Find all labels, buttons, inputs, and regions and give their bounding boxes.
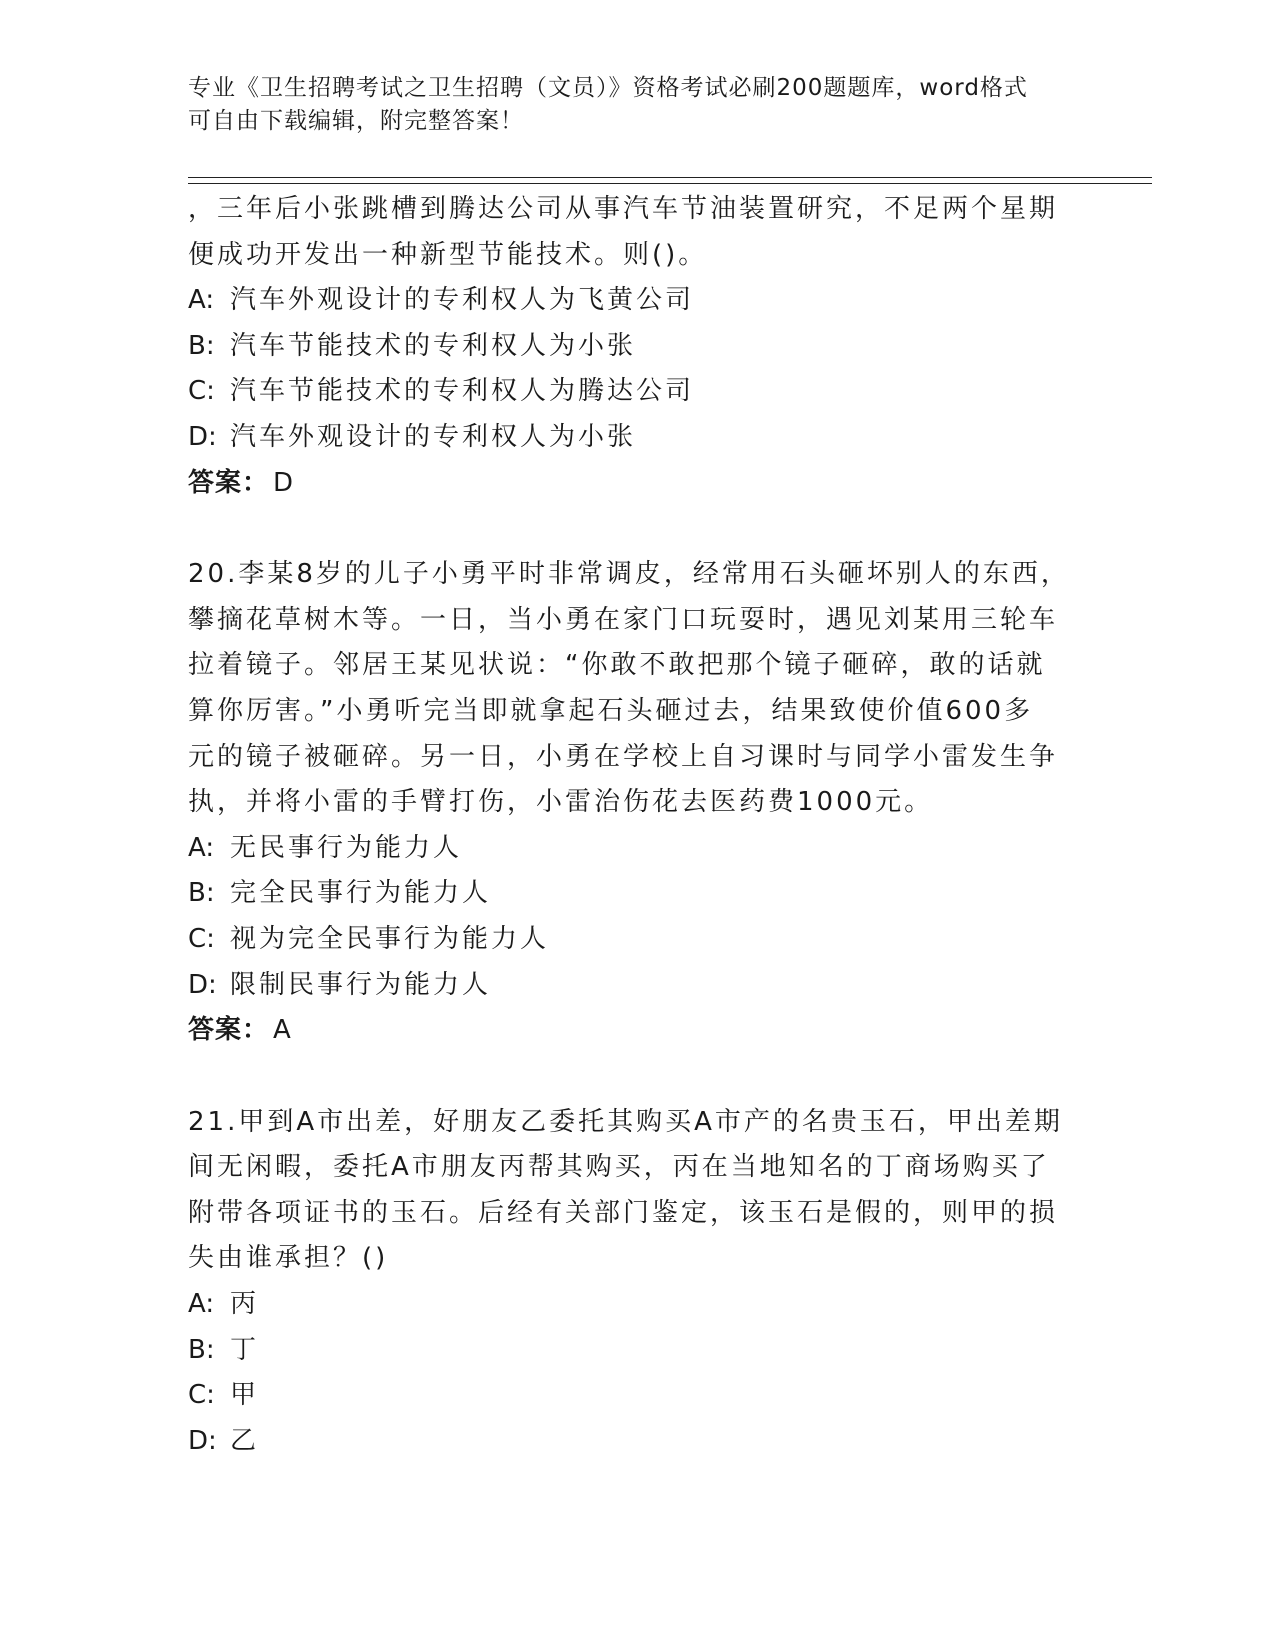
option-a <box>188 1282 1088 1328</box>
option-d <box>188 1419 1088 1465</box>
option-letter: C: <box>188 1380 215 1411</box>
option-letter: A: <box>188 832 215 863</box>
header-line-2: 可自由下载编辑，附完整答案！ <box>188 108 524 134</box>
answer-label: 答案： <box>188 467 270 498</box>
option-text: 完全民事行为能力人 <box>230 878 492 909</box>
option-letter: C: <box>188 923 215 954</box>
question-text-line: 算你厉害。”小勇听完当即就拿起石头砸过去，结果致使价值600多 <box>188 695 1034 726</box>
answer-value: D <box>273 467 295 498</box>
option-b <box>188 871 1088 917</box>
option-text: 无民事行为能力人 <box>230 832 463 863</box>
question-text-line: 间无闲暇，委托A市朋友丙帮其购买，丙在当地知名的丁商场购买了 <box>188 1152 1050 1183</box>
option-text: 汽车节能技术的专利权人为腾达公司 <box>230 376 695 407</box>
header-line-1: 专业《卫生招聘考试之卫生招聘（文员）》资格考试必刷200题题库，word格式 <box>188 75 1028 101</box>
question-text-line: 失由谁承担？() <box>188 1243 389 1274</box>
question-block-21 <box>188 1100 1088 1465</box>
answer-label: 答案： <box>188 1015 270 1046</box>
option-text: 汽车节能技术的专利权人为小张 <box>230 330 637 361</box>
option-letter: D: <box>188 969 217 1000</box>
option-c <box>188 917 1088 963</box>
page-header <box>188 72 1068 138</box>
option-text: 甲 <box>230 1380 260 1411</box>
header-rule-top <box>188 177 1152 178</box>
question-text-line: 附带各项证书的玉石。后经有关部门鉴定，该玉石是假的，则甲的损 <box>188 1197 1059 1228</box>
option-letter: B: <box>188 330 215 361</box>
question-text-line: 21.甲到A市出差，好朋友乙委托其购买A市产的名贵玉石，甲出差期 <box>188 1106 1063 1137</box>
option-text: 视为完全民事行为能力人 <box>230 923 550 954</box>
option-d <box>188 963 1088 1009</box>
option-letter: D: <box>188 421 217 452</box>
option-b <box>188 324 1088 370</box>
option-a <box>188 278 1088 324</box>
option-b <box>188 1328 1088 1374</box>
option-text: 汽车外观设计的专利权人为飞黄公司 <box>230 285 695 316</box>
question-text-line: 拉着镜子。邻居王某见状说：“你敢不敢把那个镜子砸碎，敢的话就 <box>188 650 1046 681</box>
option-d <box>188 415 1088 461</box>
option-c <box>188 1373 1088 1419</box>
question-text-line: ，三年后小张跳槽到腾达公司从事汽车节油装置研究，不足两个星期 <box>188 194 1059 224</box>
question-text-line: 元的镜子被砸碎。另一日，小勇在学校上自习课时与同学小雷发生争 <box>188 741 1059 772</box>
option-a <box>188 826 1088 872</box>
question-block-20 <box>188 552 1088 1054</box>
answer-line <box>188 1008 1088 1054</box>
answer-value: A <box>273 1015 292 1046</box>
option-letter: B: <box>188 878 215 909</box>
option-letter: A: <box>188 285 215 316</box>
option-letter: C: <box>188 376 215 407</box>
option-text: 限制民事行为能力人 <box>230 969 492 1000</box>
question-text-line: 20.李某8岁的儿子小勇平时非常调皮，经常用石头砸坏别人的东西， <box>188 559 1070 590</box>
option-text: 汽车外观设计的专利权人为小张 <box>230 421 637 452</box>
question-spacer <box>188 506 1088 552</box>
question-block-19 <box>188 187 1088 506</box>
option-c <box>188 369 1088 415</box>
question-list <box>188 187 1088 1464</box>
answer-line <box>188 461 1088 507</box>
option-letter: A: <box>188 1289 215 1320</box>
option-letter: B: <box>188 1334 215 1365</box>
option-text: 乙 <box>230 1425 260 1456</box>
question-text-line: 攀摘花草树木等。一日，当小勇在家门口玩耍时，遇见刘某用三轮车 <box>188 604 1059 635</box>
header-rule-bottom <box>188 183 1152 184</box>
option-text: 丙 <box>230 1289 260 1320</box>
question-spacer <box>188 1054 1088 1100</box>
question-text-line: 执，并将小雷的手臂打伤，小雷治伤花去医药费1000元。 <box>188 787 934 818</box>
option-letter: D: <box>188 1425 217 1456</box>
option-text: 丁 <box>230 1334 260 1365</box>
question-text-line: 便成功开发出一种新型节能技术。则()。 <box>188 239 708 270</box>
